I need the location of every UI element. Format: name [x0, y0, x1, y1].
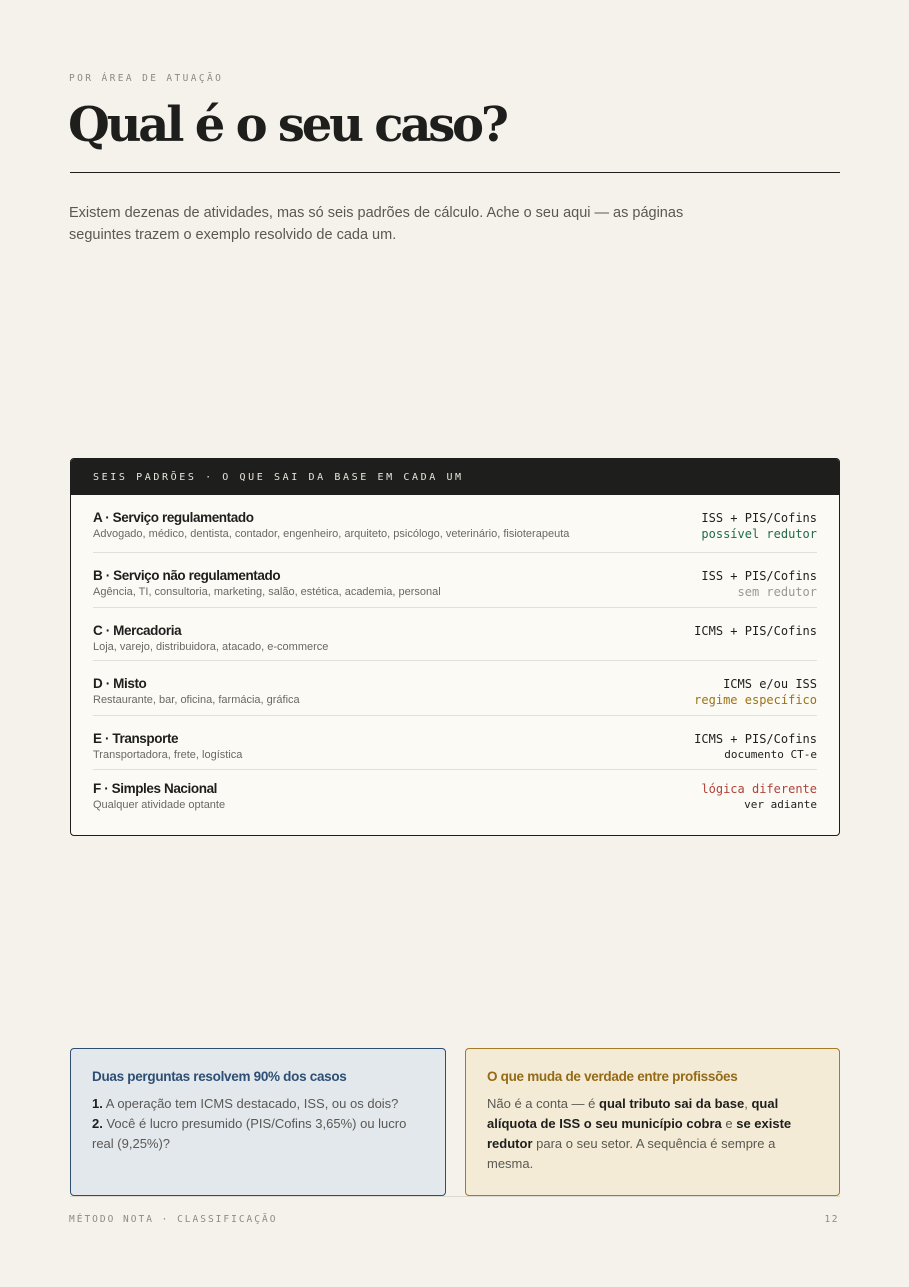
pattern-note: possível redutor [701, 527, 817, 541]
pattern-name: B · Serviço não regulamentado [93, 568, 281, 583]
pattern-description: Agência, TI, consultoria, marketing, salão, estética, academia, personal [93, 586, 441, 598]
section-eyebrow: POR ÁREA DE ATUAÇÃO [69, 73, 224, 84]
pattern-description: Qualquer atividade optante [93, 799, 226, 811]
what-changes-box [465, 1048, 840, 1196]
title-divider [70, 172, 840, 173]
what-changes-title: O que muda de verdade entre profissões [487, 1069, 738, 1084]
patterns-panel-heading: SEIS PADRÕES · O QUE SAI DA BASE EM CADA UM [71, 459, 839, 495]
patterns-panel [70, 458, 840, 836]
pattern-row-d [93, 661, 817, 716]
pattern-name: F · Simples Nacional [93, 781, 218, 796]
pattern-name: C · Mercadoria [93, 623, 182, 638]
pattern-name: E · Transporte [93, 731, 179, 746]
pattern-taxes: ICMS + PIS/Cofins [694, 732, 817, 746]
question-2: 2. Você é lucro presumido (PIS/Cofins 3,65%) ou lucro real (9,25%)? [92, 1116, 407, 1151]
pattern-row-e [93, 716, 817, 770]
pattern-taxes: ICMS e/ou ISS [723, 677, 817, 691]
pattern-taxes: ISS + PIS/Cofins [701, 511, 817, 525]
two-questions-box [70, 1048, 446, 1196]
pattern-note: sem redutor [737, 585, 817, 599]
pattern-description: Advogado, médico, dentista, contador, engenheiro, arquiteto, psicólogo, veterinário, fisioterapeuta [93, 528, 570, 540]
pattern-description: Loja, varejo, distribuidora, atacado, e-commerce [93, 641, 329, 653]
question-1: 1. A operação tem ICMS destacado, ISS, ou os dois? [92, 1096, 399, 1111]
page-number: 12 [824, 1214, 839, 1225]
pattern-description: Restaurante, bar, oficina, farmácia, gráfica [93, 694, 300, 706]
pattern-row-b [93, 553, 817, 608]
pattern-taxes: lógica diferente [701, 782, 817, 796]
pattern-row-c [93, 608, 817, 661]
pattern-note: documento CT-e [724, 748, 817, 761]
patterns-list [71, 495, 839, 830]
pattern-row-a [93, 495, 817, 553]
pattern-name: D · Misto [93, 676, 147, 691]
pattern-taxes: ICMS + PIS/Cofins [694, 624, 817, 638]
footer-divider [70, 1196, 840, 1197]
pattern-description: Transportadora, frete, logística [93, 749, 243, 761]
intro-paragraph: Existem dezenas de atividades, mas só seis padrões de cálculo. Ache o seu aqui — as páginas seguintes trazem o exemplo resolvido de cada um. [69, 205, 684, 243]
pattern-note: regime específico [694, 693, 817, 707]
page-title: Qual é o seu caso? [68, 97, 506, 153]
footer-section-label: MÉTODO NOTA · CLASSIFICAÇÃO [69, 1214, 278, 1225]
what-changes-text: Não é a conta — é qual tributo sai da base, qual alíquota de ISS o seu município cobra e se existe redutor para o seu setor. A sequência é sempre a mesma. [487, 1096, 792, 1171]
pattern-note: ver adiante [744, 798, 817, 811]
two-questions-title: Duas perguntas resolvem 90% dos casos [92, 1069, 347, 1084]
pattern-taxes: ISS + PIS/Cofins [701, 569, 817, 583]
pattern-name: A · Serviço regulamentado [93, 510, 254, 525]
pattern-row-f [93, 770, 817, 830]
